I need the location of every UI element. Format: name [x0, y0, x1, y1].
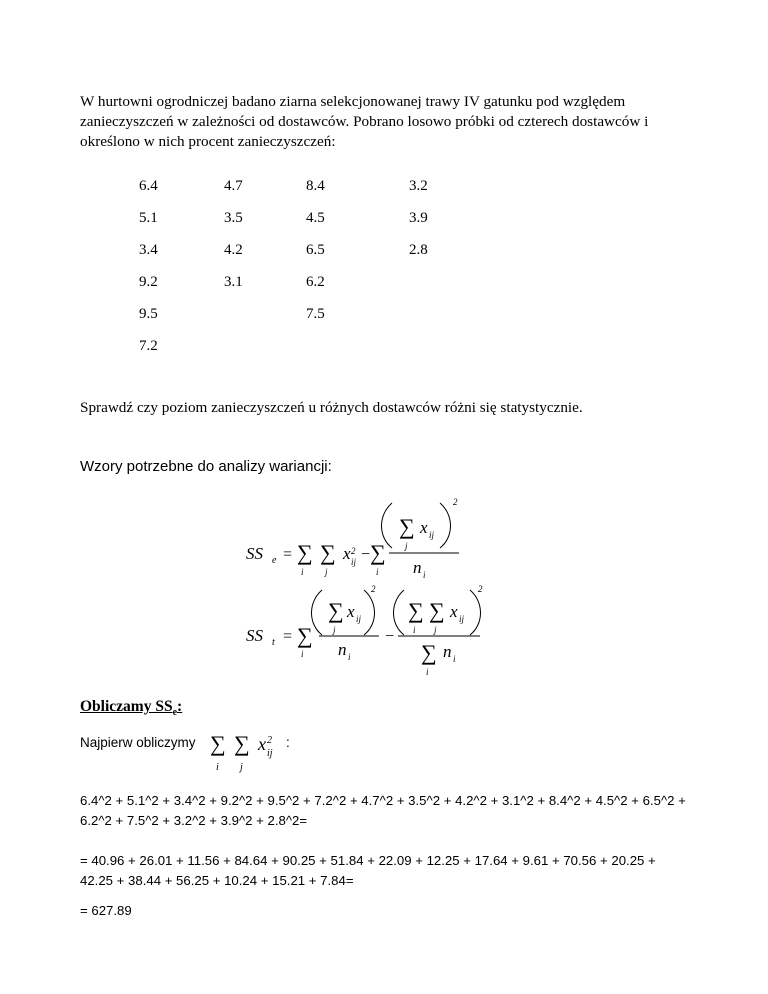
table-cell: 3.5: [224, 210, 243, 226]
svg-text:2: 2: [371, 584, 376, 594]
svg-text:j: j: [325, 567, 328, 577]
svg-text:2: 2: [267, 735, 272, 746]
svg-text:x: x: [450, 602, 458, 621]
svg-text:ij: ij: [429, 530, 435, 540]
formula-intro: Wzory potrzebne do analizy wariancji:: [80, 458, 332, 475]
table-cell: 4.2: [224, 242, 243, 258]
first-step-colon: :: [286, 735, 290, 750]
sum-symbol: ∑: [328, 598, 344, 623]
section-title: [80, 698, 182, 718]
sum-symbol: ∑: [297, 540, 313, 565]
svg-text:j: j: [405, 541, 408, 551]
svg-text:x: x: [258, 734, 266, 754]
table-cell: 3.4: [139, 242, 158, 258]
section-title-text: Obliczamy SS: [80, 698, 173, 715]
sum-symbol: ∑: [297, 623, 313, 648]
svg-text:ij: ij: [459, 614, 465, 624]
svg-text:−: −: [384, 628, 395, 645]
svg-text:j: j: [240, 762, 243, 773]
squares-result: = 627.89: [80, 903, 132, 918]
svg-text:ij: ij: [356, 614, 362, 624]
table-cell: 4.7: [224, 178, 243, 194]
svg-text:n: n: [443, 642, 452, 661]
sum-symbol: ∑: [234, 731, 250, 756]
svg-text:SS: SS: [246, 544, 263, 563]
table-cell: 8.4: [306, 178, 325, 194]
sst-formula: [246, 584, 483, 677]
table-cell: 3.1: [224, 274, 243, 290]
svg-text:ij: ij: [351, 557, 357, 567]
svg-text:i: i: [376, 567, 379, 577]
table-cell: 6.2: [306, 274, 325, 290]
question-text: Sprawdź czy poziom zanieczyszczeń u różnych dostawców różni się statystycznie.: [80, 399, 583, 416]
svg-text:−: −: [360, 546, 371, 563]
squares-values: = 40.96 + 26.01 + 11.56 + 84.64 + 90.25 + 51.84 + 22.09 + 12.25 + 17.64 + 9.61 + 70.56 + 20.25 + 42.25 + 38.44 + 56.25 + 10.24 + 15.21 + 7.84=: [80, 853, 656, 888]
table-cell: 2.8: [409, 242, 428, 258]
svg-text:=: =: [282, 628, 293, 645]
svg-text:2: 2: [351, 546, 356, 556]
svg-text:n: n: [413, 558, 422, 577]
section-title-colon: :: [177, 698, 183, 715]
table-cell: 5.1: [139, 210, 158, 226]
table-cell: 9.2: [139, 274, 158, 290]
table-cell: 6.5: [306, 242, 325, 258]
svg-text:=: =: [282, 546, 293, 563]
svg-text:i: i: [413, 625, 416, 635]
svg-text:x: x: [343, 544, 351, 563]
svg-text:e: e: [272, 555, 277, 566]
svg-text:j: j: [333, 625, 336, 635]
svg-text:SS: SS: [246, 626, 263, 645]
svg-text:x: x: [347, 602, 355, 621]
svg-text:2: 2: [453, 497, 458, 507]
sum-symbol: ∑: [429, 598, 445, 623]
svg-text:i: i: [348, 652, 351, 662]
svg-text:n: n: [338, 640, 347, 659]
problem-statement: W hurtowni ogrodniczej badano ziarna selekcjonowanej trawy IV gatunku pod względem zanieczyszczeń w zależności od dostawców. Pobrano losowo próbki od czterech dostawców i określono w nich procent zanieczyszczeń:: [80, 93, 649, 150]
svg-text:i: i: [216, 762, 219, 773]
sum-symbol: ∑: [320, 540, 336, 565]
table-cell: 9.5: [139, 306, 158, 322]
table-cell: 3.9: [409, 210, 428, 226]
svg-text:j: j: [434, 625, 437, 635]
sum-symbol: ∑: [408, 598, 424, 623]
svg-text:t: t: [272, 637, 275, 648]
table-cell: 7.5: [306, 306, 325, 322]
sum-symbol: ∑: [210, 731, 226, 756]
svg-text:i: i: [423, 570, 426, 580]
sum-symbol: ∑: [399, 514, 415, 539]
svg-text:x: x: [420, 518, 428, 537]
svg-text:i: i: [301, 649, 304, 659]
sum-x-squared-symbol: [210, 731, 273, 773]
svg-text:ij: ij: [267, 748, 273, 759]
table-cell: 6.4: [139, 178, 158, 194]
table-cell: 3.2: [409, 178, 428, 194]
sum-symbol: ∑: [421, 640, 437, 665]
table-cell: 4.5: [306, 210, 325, 226]
sse-formula: [246, 497, 459, 580]
first-step-label: Najpierw obliczymy: [80, 735, 196, 750]
svg-text:2: 2: [478, 584, 483, 594]
section-title-subscript: e: [172, 707, 178, 719]
svg-text:i: i: [301, 567, 304, 577]
sum-symbol: ∑: [370, 540, 386, 565]
svg-text:i: i: [453, 654, 456, 664]
table-cell: 7.2: [139, 338, 158, 354]
squares-expression: 6.4^2 + 5.1^2 + 3.4^2 + 9.2^2 + 9.5^2 + 7.2^2 + 4.7^2 + 3.5^2 + 4.2^2 + 3.1^2 + 8.4^2 + 4.5^2 + 6.5^2 + 6.2^2 + 7.5^2 + 3.2^2 + 3.9^2 + 2.8^2=: [80, 793, 686, 828]
svg-text:i: i: [426, 667, 429, 677]
